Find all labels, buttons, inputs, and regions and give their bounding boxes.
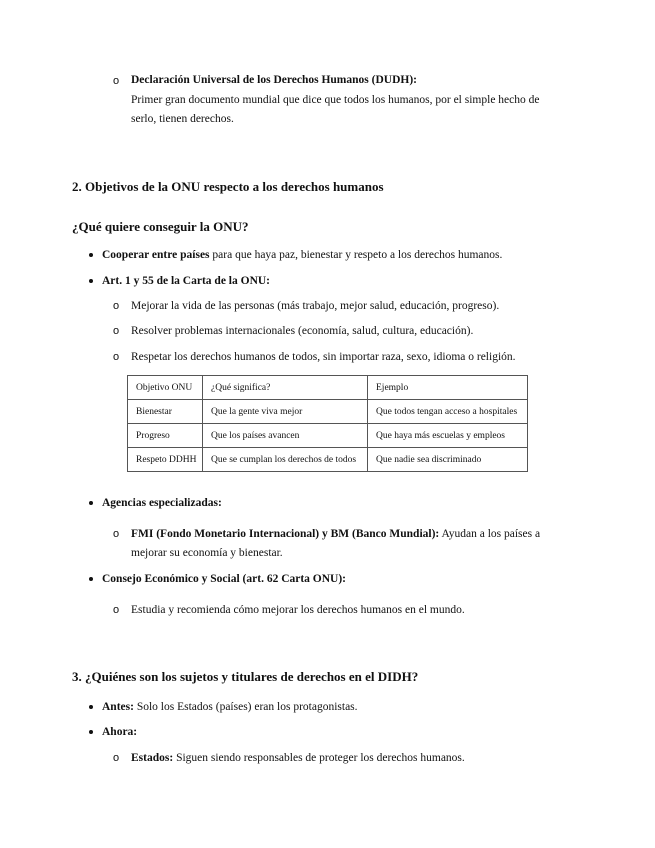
bullet-icon <box>89 705 93 709</box>
estados-rest: Siguen siendo responsables de proteger los derechos humanos. <box>173 752 465 764</box>
consejo-item: Estudia y recomienda cómo mejorar los derechos humanos en el mundo. <box>131 604 465 616</box>
cooperar-bold: Cooperar entre países <box>102 249 210 261</box>
table-row <box>128 448 528 472</box>
table-cell: Bienestar <box>128 400 203 424</box>
objectives-table <box>127 375 528 472</box>
table-cell: Que haya más escuelas y empleos <box>368 424 528 448</box>
antes-bold: Antes: <box>102 701 134 713</box>
art-item: Resolver problemas internacionales (economía, salud, cultura, educación). <box>131 325 474 337</box>
bullet-icon <box>89 501 93 505</box>
table-row <box>128 424 528 448</box>
section-2-heading: 2. Objetivos de la ONU respecto a los derechos humanos <box>72 179 384 194</box>
table-header-row <box>128 376 528 400</box>
table-row <box>128 400 528 424</box>
sub-bullet-icon: o <box>113 528 120 540</box>
antes-rest: Solo los Estados (países) eran los protagonistas. <box>133 701 358 713</box>
antes-line <box>102 700 358 714</box>
table-cell: Que la gente viva mejor <box>203 400 368 424</box>
fmi-line-2: mejorar su economía y bienestar. <box>131 547 283 559</box>
art-heading: Art. 1 y 55 de la Carta de la ONU: <box>102 275 271 287</box>
ahora-heading: Ahora: <box>102 726 138 738</box>
bullet-icon <box>89 730 93 734</box>
table-header-cell: Ejemplo <box>368 376 528 400</box>
cooperar-rest: para que haya paz, bienestar y respeto a los derechos humanos. <box>209 249 503 261</box>
bullet-icon <box>89 253 93 257</box>
fmi-bold: FMI (Fondo Monetario Internacional) y BM (Banco Mundial): <box>131 528 440 540</box>
dudh-line-2: serlo, tienen derechos. <box>131 113 234 125</box>
table-cell: Que se cumplan los derechos de todos <box>203 448 368 472</box>
bullet-icon <box>89 577 93 581</box>
table-header-cell: ¿Qué significa? <box>203 376 368 400</box>
table-header-cell: Objetivo ONU <box>128 376 203 400</box>
dudh-title: Declaración Universal de los Derechos Humanos (DUDH): <box>131 74 417 86</box>
table-cell: Que los países avancen <box>203 424 368 448</box>
estados-bold: Estados: <box>131 752 174 764</box>
fmi-line-1 <box>131 527 540 541</box>
sub-bullet-icon: o <box>113 604 120 616</box>
table-cell: Respeto DDHH <box>128 448 203 472</box>
table-cell: Progreso <box>128 424 203 448</box>
table-cell: Que nadie sea discriminado <box>368 448 528 472</box>
sub-bullet-icon: o <box>113 75 120 87</box>
sub-bullet-icon: o <box>113 752 120 764</box>
art-item: Mejorar la vida de las personas (más trabajo, mejor salud, educación, progreso). <box>131 300 500 312</box>
cooperar-line <box>102 248 502 262</box>
consejo-heading: Consejo Económico y Social (art. 62 Carta ONU): <box>102 573 347 585</box>
estados-line <box>131 751 465 765</box>
sub-bullet-icon: o <box>113 325 120 337</box>
sub-bullet-icon: o <box>113 351 120 363</box>
art-item: Respetar los derechos humanos de todos, sin importar raza, sexo, idioma o religión. <box>131 351 516 363</box>
fmi-rest: Ayudan a los países a <box>439 528 541 540</box>
dudh-line-1: Primer gran documento mundial que dice que todos los humanos, por el simple hecho de <box>131 94 540 106</box>
sub-bullet-icon: o <box>113 300 120 312</box>
table-cell: Que todos tengan acceso a hospitales <box>368 400 528 424</box>
section-2-subheading: ¿Qué quiere conseguir la ONU? <box>72 219 249 234</box>
agencias-heading: Agencias especializadas: <box>102 497 222 509</box>
bullet-icon <box>89 279 93 283</box>
section-3-heading: 3. ¿Quiénes son los sujetos y titulares de derechos en el DIDH? <box>72 669 419 684</box>
